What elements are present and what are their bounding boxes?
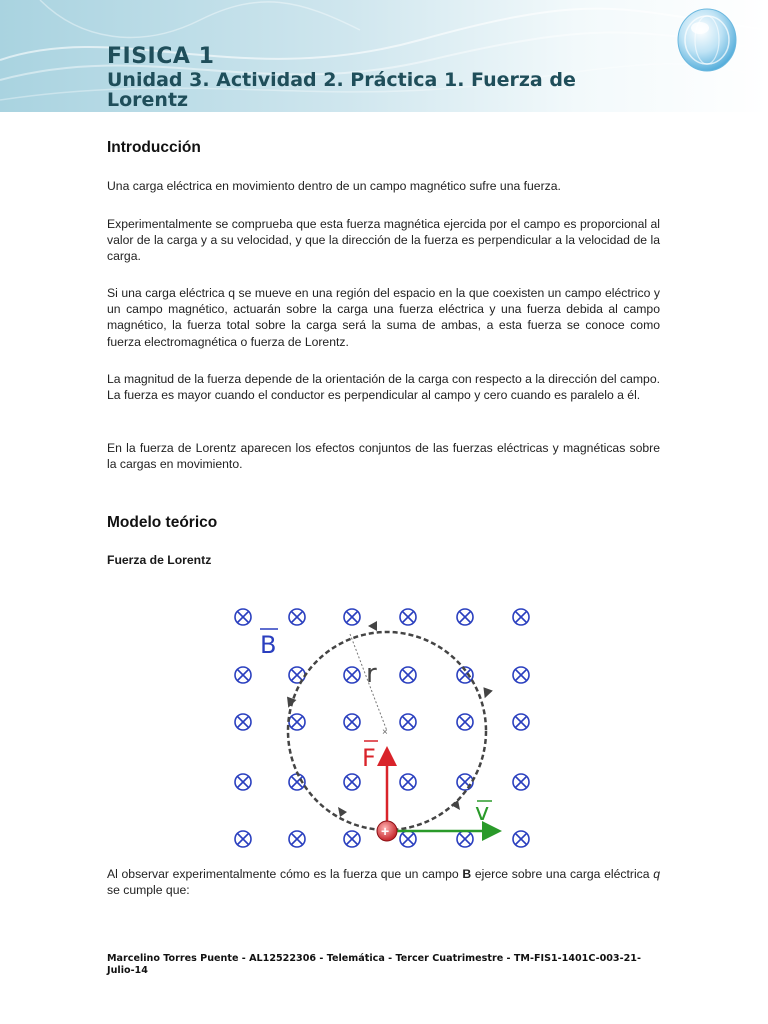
trajectory-arrow-bottom-right (451, 800, 460, 810)
unit-title: Unidad 3. Actividad 2. Práctica 1. Fuerza de Lorentz (107, 69, 576, 111)
field-into-page-icon (235, 714, 251, 730)
field-into-page-icon (457, 774, 473, 790)
trajectory-arrow-left (284, 697, 297, 710)
observation-field-symbol: B (462, 867, 472, 881)
trajectory-arrow-right (480, 687, 493, 700)
field-into-page-icon (235, 609, 251, 625)
field-into-page-icon (400, 831, 416, 847)
intro-paragraph-1: Una carga eléctrica en movimiento dentro de un campo magnético sufre una fuerza. (107, 179, 561, 193)
intro-paragraph-4: La magnitud de la fuerza depende de la orientación de la carga con respecto a la dirección del campo. La fuerza es mayor cuando el conductor es perpendicular al campo y cero cuando es paralelo a él. (107, 372, 660, 403)
field-into-page-icon (513, 667, 529, 683)
globe-logo-icon (676, 6, 738, 74)
observation-text-1: Al observar experimentalmente cómo es la fuerza que un campo (107, 867, 463, 881)
intro-paragraph-3: Si una carga eléctrica q se mueve en una región del espacio en la que coexisten un campo eléctrico y un campo magnético, actuarán sobre la carga una fuerza eléctrica y una fuerza debida al campo magnético, la fuerza total sobre la carga será la suma de ambas, a esta fuerza se conoce como fuerza electromagnética o fuerza de Lorentz. (107, 286, 660, 349)
field-into-page-icon (289, 831, 305, 847)
field-into-page-icon (457, 831, 473, 847)
lorentz-force-diagram (222, 598, 540, 860)
course-title: FISICA 1 (107, 44, 215, 69)
trajectory-arrow-bottom-left (338, 807, 347, 817)
intro-heading: Introducción (107, 139, 201, 156)
field-into-page-icon (344, 831, 360, 847)
field-into-page-icon (457, 609, 473, 625)
field-into-page-icon (344, 667, 360, 683)
field-into-page-icon (513, 714, 529, 730)
field-into-page-icon (513, 774, 529, 790)
velocity-label-v: v (475, 798, 490, 826)
field-into-page-icon (289, 609, 305, 625)
field-into-page-icon (344, 609, 360, 625)
observation-paragraph (107, 866, 660, 898)
model-heading: Modelo teórico (107, 514, 218, 531)
field-into-page-icon (344, 714, 360, 730)
field-into-page-icon (513, 609, 529, 625)
document-header (0, 0, 768, 112)
model-subheading: Fuerza de Lorentz (107, 553, 212, 567)
field-into-page-icon (235, 667, 251, 683)
force-label-F: F (362, 744, 376, 772)
field-into-page-icon (400, 714, 416, 730)
charge-plus-sign: + (381, 823, 390, 839)
field-into-page-icon (513, 831, 529, 847)
field-into-page-icon (289, 714, 305, 730)
field-into-page-icon (235, 831, 251, 847)
radius-label: r (366, 659, 377, 689)
field-label-B: B (260, 631, 277, 659)
trajectory-arrow-top (368, 621, 377, 631)
observation-charge-symbol: q (653, 867, 661, 881)
intro-paragraph-5: En la fuerza de Lorentz aparecen los efectos conjuntos de las fuerzas eléctricas y magnéticas sobre la cargas en movimiento. (107, 441, 660, 472)
field-into-page-icon (235, 774, 251, 790)
center-mark: × (382, 727, 388, 738)
field-into-page-icon (400, 609, 416, 625)
title-block (107, 44, 627, 110)
document-footer: Marcelino Torres Puente - AL12522306 - Telemática - Tercer Cuatrimestre - TM-FIS1-1401C-003-21-Julio-14 (107, 953, 641, 976)
field-into-page-icon (400, 774, 416, 790)
field-into-page-icon (400, 667, 416, 683)
field-into-page-icon (457, 714, 473, 730)
intro-paragraph-2: Experimentalmente se comprueba que esta fuerza magnética ejercida por el campo es proporcional al valor de la carga y a su velocidad, y que la dirección de la fuerza es perpendicular a la velocidad de la carga. (107, 217, 660, 264)
observation-text-3: se cumple que: (107, 883, 190, 898)
field-into-page-icon (344, 774, 360, 790)
observation-text-2: ejerce sobre una carga eléctrica (471, 867, 654, 881)
